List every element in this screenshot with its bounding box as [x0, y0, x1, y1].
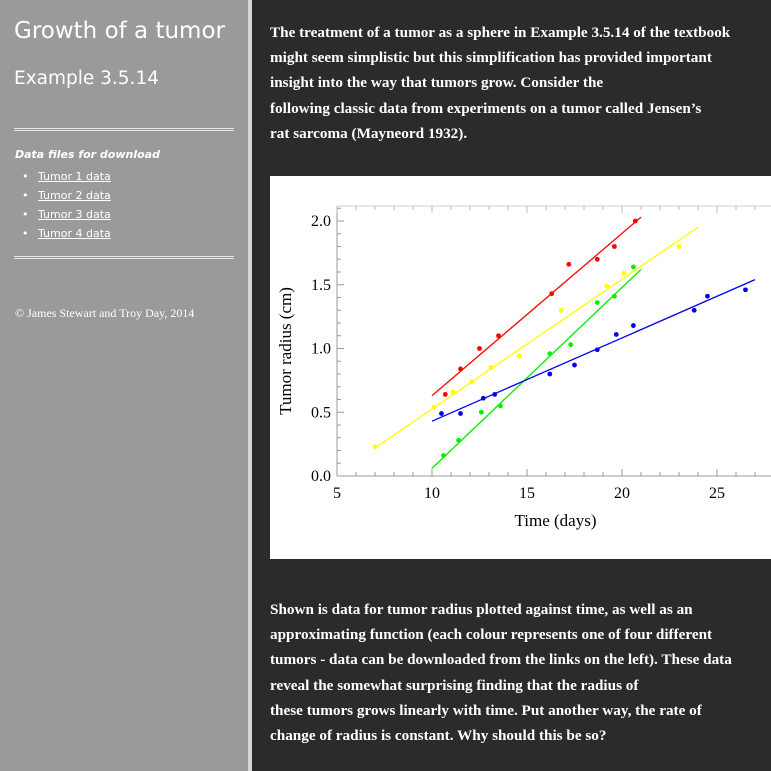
data-point-3 — [547, 351, 552, 356]
x-tick-label: 10 — [424, 485, 440, 502]
outro-line: reveal the somewhat surprising finding that the radius of — [270, 676, 639, 694]
data-point-2 — [559, 308, 564, 313]
data-point-4 — [481, 396, 486, 401]
data-point-2 — [432, 405, 437, 410]
data-point-1 — [458, 367, 463, 372]
data-point-1 — [612, 244, 617, 249]
list-item — [22, 227, 111, 246]
data-point-4 — [614, 332, 619, 337]
sidebar — [0, 0, 248, 771]
data-point-4 — [705, 294, 710, 299]
data-point-1 — [477, 346, 482, 351]
intro-line: following classic data from experiments on a tumor called Jensen’s — [270, 99, 702, 117]
data-point-1 — [496, 333, 501, 338]
data-point-2 — [470, 379, 475, 384]
bullet-icon: • — [22, 227, 29, 240]
main-content — [252, 0, 771, 771]
data-point-4 — [572, 363, 577, 368]
intro-line: insight into the way that tumors grow. Consider the — [270, 74, 604, 92]
tumor-3-data-link[interactable]: Tumor 3 data — [38, 208, 111, 221]
data-point-3 — [498, 403, 503, 408]
data-point-3 — [456, 438, 461, 443]
bullet-icon: • — [22, 189, 29, 202]
data-point-2 — [677, 244, 682, 249]
data-point-4 — [692, 308, 697, 313]
data-point-2 — [622, 271, 627, 276]
y-tick-label: 0.0 — [311, 468, 331, 485]
chart-canvas — [270, 176, 771, 559]
x-tick-label: 5 — [333, 485, 341, 502]
data-point-3 — [612, 294, 617, 299]
outro-paragraph — [270, 597, 732, 748]
intro-paragraph — [270, 20, 730, 146]
tumor-growth-chart — [270, 176, 771, 559]
x-tick-label: 20 — [614, 485, 630, 502]
downloads-list — [22, 170, 111, 246]
y-tick-label: 0.5 — [311, 404, 331, 422]
tumor-1-data-link[interactable]: Tumor 1 data — [38, 170, 111, 183]
data-point-2 — [373, 444, 378, 449]
tumor-2-data-link[interactable]: Tumor 2 data — [38, 189, 111, 202]
data-point-2 — [604, 284, 609, 289]
data-point-1 — [443, 392, 448, 397]
outro-line: tumors - data can be downloaded from the links on the left). These data — [270, 651, 732, 669]
data-point-2 — [517, 354, 522, 359]
y-tick-label: 1.5 — [311, 276, 331, 294]
x-tick-label: 15 — [519, 485, 535, 502]
y-tick-label: 2.0 — [311, 213, 331, 230]
downloads-heading: Data files for download — [15, 148, 160, 161]
data-point-3 — [595, 300, 600, 305]
data-point-2 — [489, 365, 494, 370]
list-item — [22, 208, 111, 227]
data-point-3 — [479, 410, 484, 415]
sidebar-divider-top — [14, 128, 234, 131]
data-point-3 — [441, 453, 446, 458]
data-point-4 — [743, 287, 748, 292]
data-point-4 — [439, 411, 444, 416]
data-point-1 — [549, 291, 554, 296]
outro-line: change of radius is constant. Why should this be so? — [270, 727, 607, 745]
data-point-2 — [451, 389, 456, 394]
outro-line: these tumors grows linearly with time. Put another way, the rate of — [270, 701, 702, 719]
data-point-4 — [595, 347, 600, 352]
copyright: © James Stewart and Troy Day, 2014 — [15, 306, 195, 320]
data-point-3 — [568, 342, 573, 347]
list-item — [22, 170, 111, 189]
y-tick-label: 1.0 — [311, 340, 331, 358]
list-item — [22, 189, 111, 208]
data-point-4 — [492, 392, 497, 397]
outro-line: approximating function (each colour represents one of four different — [270, 626, 713, 644]
y-axis-label: Tumor radius (cm) — [276, 287, 295, 415]
page-title: Growth of a tumor — [14, 18, 225, 44]
outro-line: Shown is data for tumor radius plotted against time, as well as an — [270, 601, 693, 618]
bullet-icon: • — [22, 170, 29, 183]
intro-line: The treatment of a tumor as a sphere in Example 3.5.14 of the textbook — [270, 24, 731, 41]
tumor-4-data-link[interactable]: Tumor 4 data — [38, 227, 111, 240]
fit-line-2 — [375, 227, 698, 448]
x-tick-label: 25 — [709, 485, 725, 502]
intro-line: rat sarcoma (Mayneord 1932). — [270, 124, 468, 142]
intro-line: might seem simplistic but this simplification has provided important — [270, 49, 712, 67]
data-point-3 — [631, 265, 636, 270]
sidebar-divider-bottom — [14, 256, 234, 259]
bullet-icon: • — [22, 208, 29, 221]
data-point-1 — [633, 219, 638, 224]
data-point-1 — [566, 262, 571, 267]
x-axis-label: Time (days) — [514, 511, 597, 530]
data-point-4 — [547, 372, 552, 377]
data-point-4 — [631, 323, 636, 328]
data-point-1 — [595, 257, 600, 262]
page-subtitle: Example 3.5.14 — [14, 68, 159, 89]
data-point-4 — [458, 411, 463, 416]
